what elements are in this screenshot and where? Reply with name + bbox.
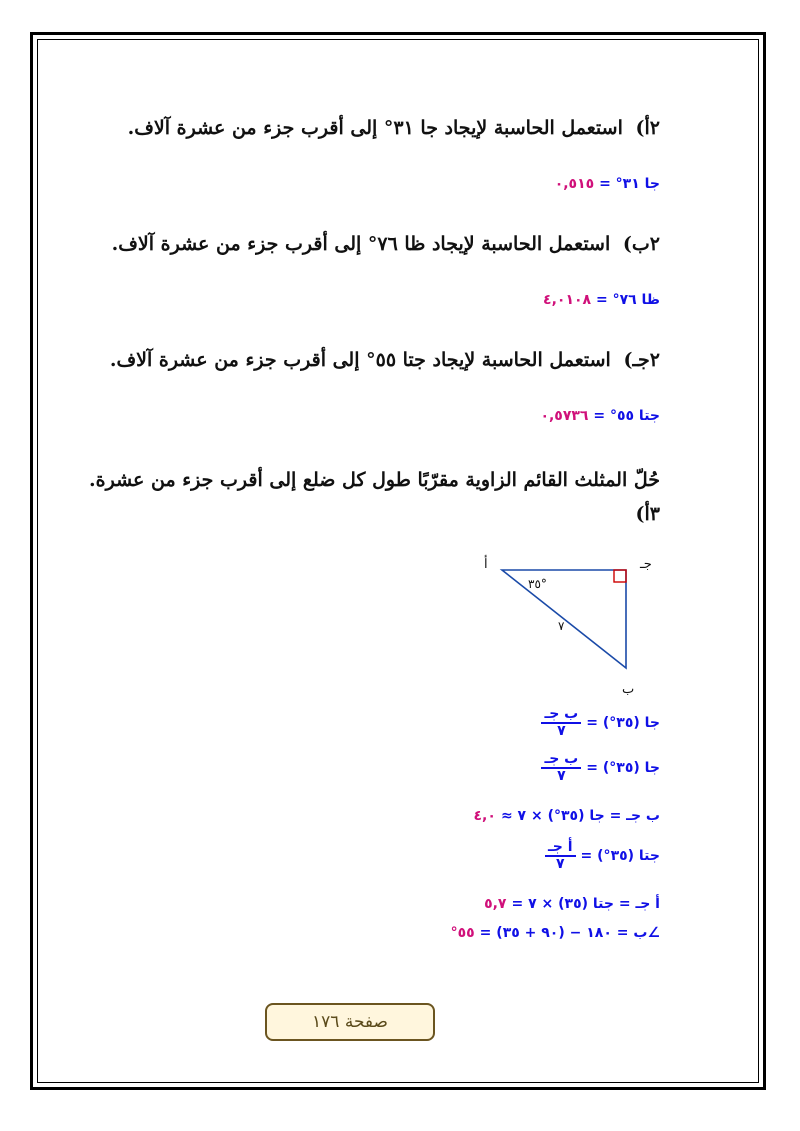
- answer-2a-value: ٠,٥١٥: [554, 176, 595, 192]
- solution-line-5-value: ٥,٧: [484, 896, 507, 912]
- right-angle-marker: [614, 570, 626, 582]
- solution-line-5-lhs: أ جـ = جتا (٣٥) × ٧ =: [511, 896, 660, 912]
- solution-line-3-lhs: ب جـ = جا (٣٥°) × ٧ ≈: [500, 808, 660, 824]
- question-3a-label: ٣أ): [635, 503, 660, 525]
- answer-2b-value: ٤,٠١٠٨: [543, 292, 592, 308]
- question-2a-text: استعمل الحاسبة لإيجاد جا ٣١° إلى أقرب جزء من عشرة آلاف.: [127, 117, 623, 139]
- question-2a: [128, 117, 660, 139]
- question-2c-text: استعمل الحاسبة لإيجاد جتا ٥٥° إلى أقرب جزء من عشرة آلاف.: [109, 349, 611, 371]
- answer-2c: [540, 408, 660, 424]
- answer-2c-lhs: جتا ٥٥° =: [593, 408, 660, 424]
- fraction-numerator: ب جـ: [541, 707, 581, 724]
- solution-line-4: [545, 840, 660, 871]
- solution-line-6-value: ٥٥°: [450, 925, 475, 941]
- vertex-b-label: ب: [622, 682, 635, 697]
- question-2b: [112, 233, 660, 255]
- solution-line-4-fraction: [545, 840, 576, 871]
- solution-line-1: [541, 707, 660, 738]
- solution-line-2-fraction: [541, 752, 581, 783]
- question-2a-number: ٢أ): [635, 117, 660, 139]
- solution-line-6: [451, 925, 660, 941]
- hypotenuse-label: ٧: [558, 619, 565, 633]
- angle-label: ٣٥°: [528, 577, 547, 591]
- fraction-numerator: ب جـ: [541, 752, 581, 769]
- question-2c: [110, 349, 660, 371]
- solution-line-5: [484, 896, 660, 912]
- fraction-denominator: ٧: [556, 855, 565, 872]
- solution-line-6-lhs: ∠ب = ١٨٠ − (٩٠ + ٣٥) =: [479, 925, 660, 941]
- answer-2a-lhs: جا ٣١° =: [599, 176, 660, 192]
- answer-2c-value: ٠,٥٧٣٦: [540, 408, 589, 424]
- question-2b-text: استعمل الحاسبة لإيجاد ظا ٧٦° إلى أقرب جزء من عشرة آلاف.: [111, 233, 611, 255]
- solution-line-3: [474, 808, 660, 824]
- solution-line-1-fraction: [541, 707, 581, 738]
- answer-2a: [555, 176, 660, 192]
- question-2c-number: ٢جـ): [623, 349, 660, 371]
- solution-line-3-value: ٤,٠: [473, 808, 496, 824]
- question-2b-number: ٢ب): [622, 233, 660, 255]
- answer-2b: [543, 292, 660, 308]
- vertex-a-label: أ: [484, 557, 488, 572]
- solution-line-2: [541, 752, 660, 783]
- solution-line-2-lhs: جا (٣٥°) =: [586, 759, 660, 776]
- right-triangle-diagram: [470, 550, 690, 700]
- solution-line-4-lhs: جتا (٣٥°) =: [580, 847, 660, 864]
- vertex-c-label: جـ: [640, 557, 652, 572]
- page-number-label: صفحة ١٧٦: [265, 1003, 435, 1041]
- solution-line-1-lhs: جا (٣٥°) =: [586, 714, 660, 731]
- fraction-numerator: أ جـ: [545, 840, 576, 857]
- fraction-denominator: ٧: [557, 767, 566, 784]
- answer-2b-lhs: ظا ٧٦° =: [595, 292, 660, 308]
- instruction-text: حُلّ المثلث القائم الزاوية مقرّبًا طول كل ضلع إلى أقرب جزء من عشرة.: [89, 469, 660, 491]
- fraction-denominator: ٧: [557, 722, 566, 739]
